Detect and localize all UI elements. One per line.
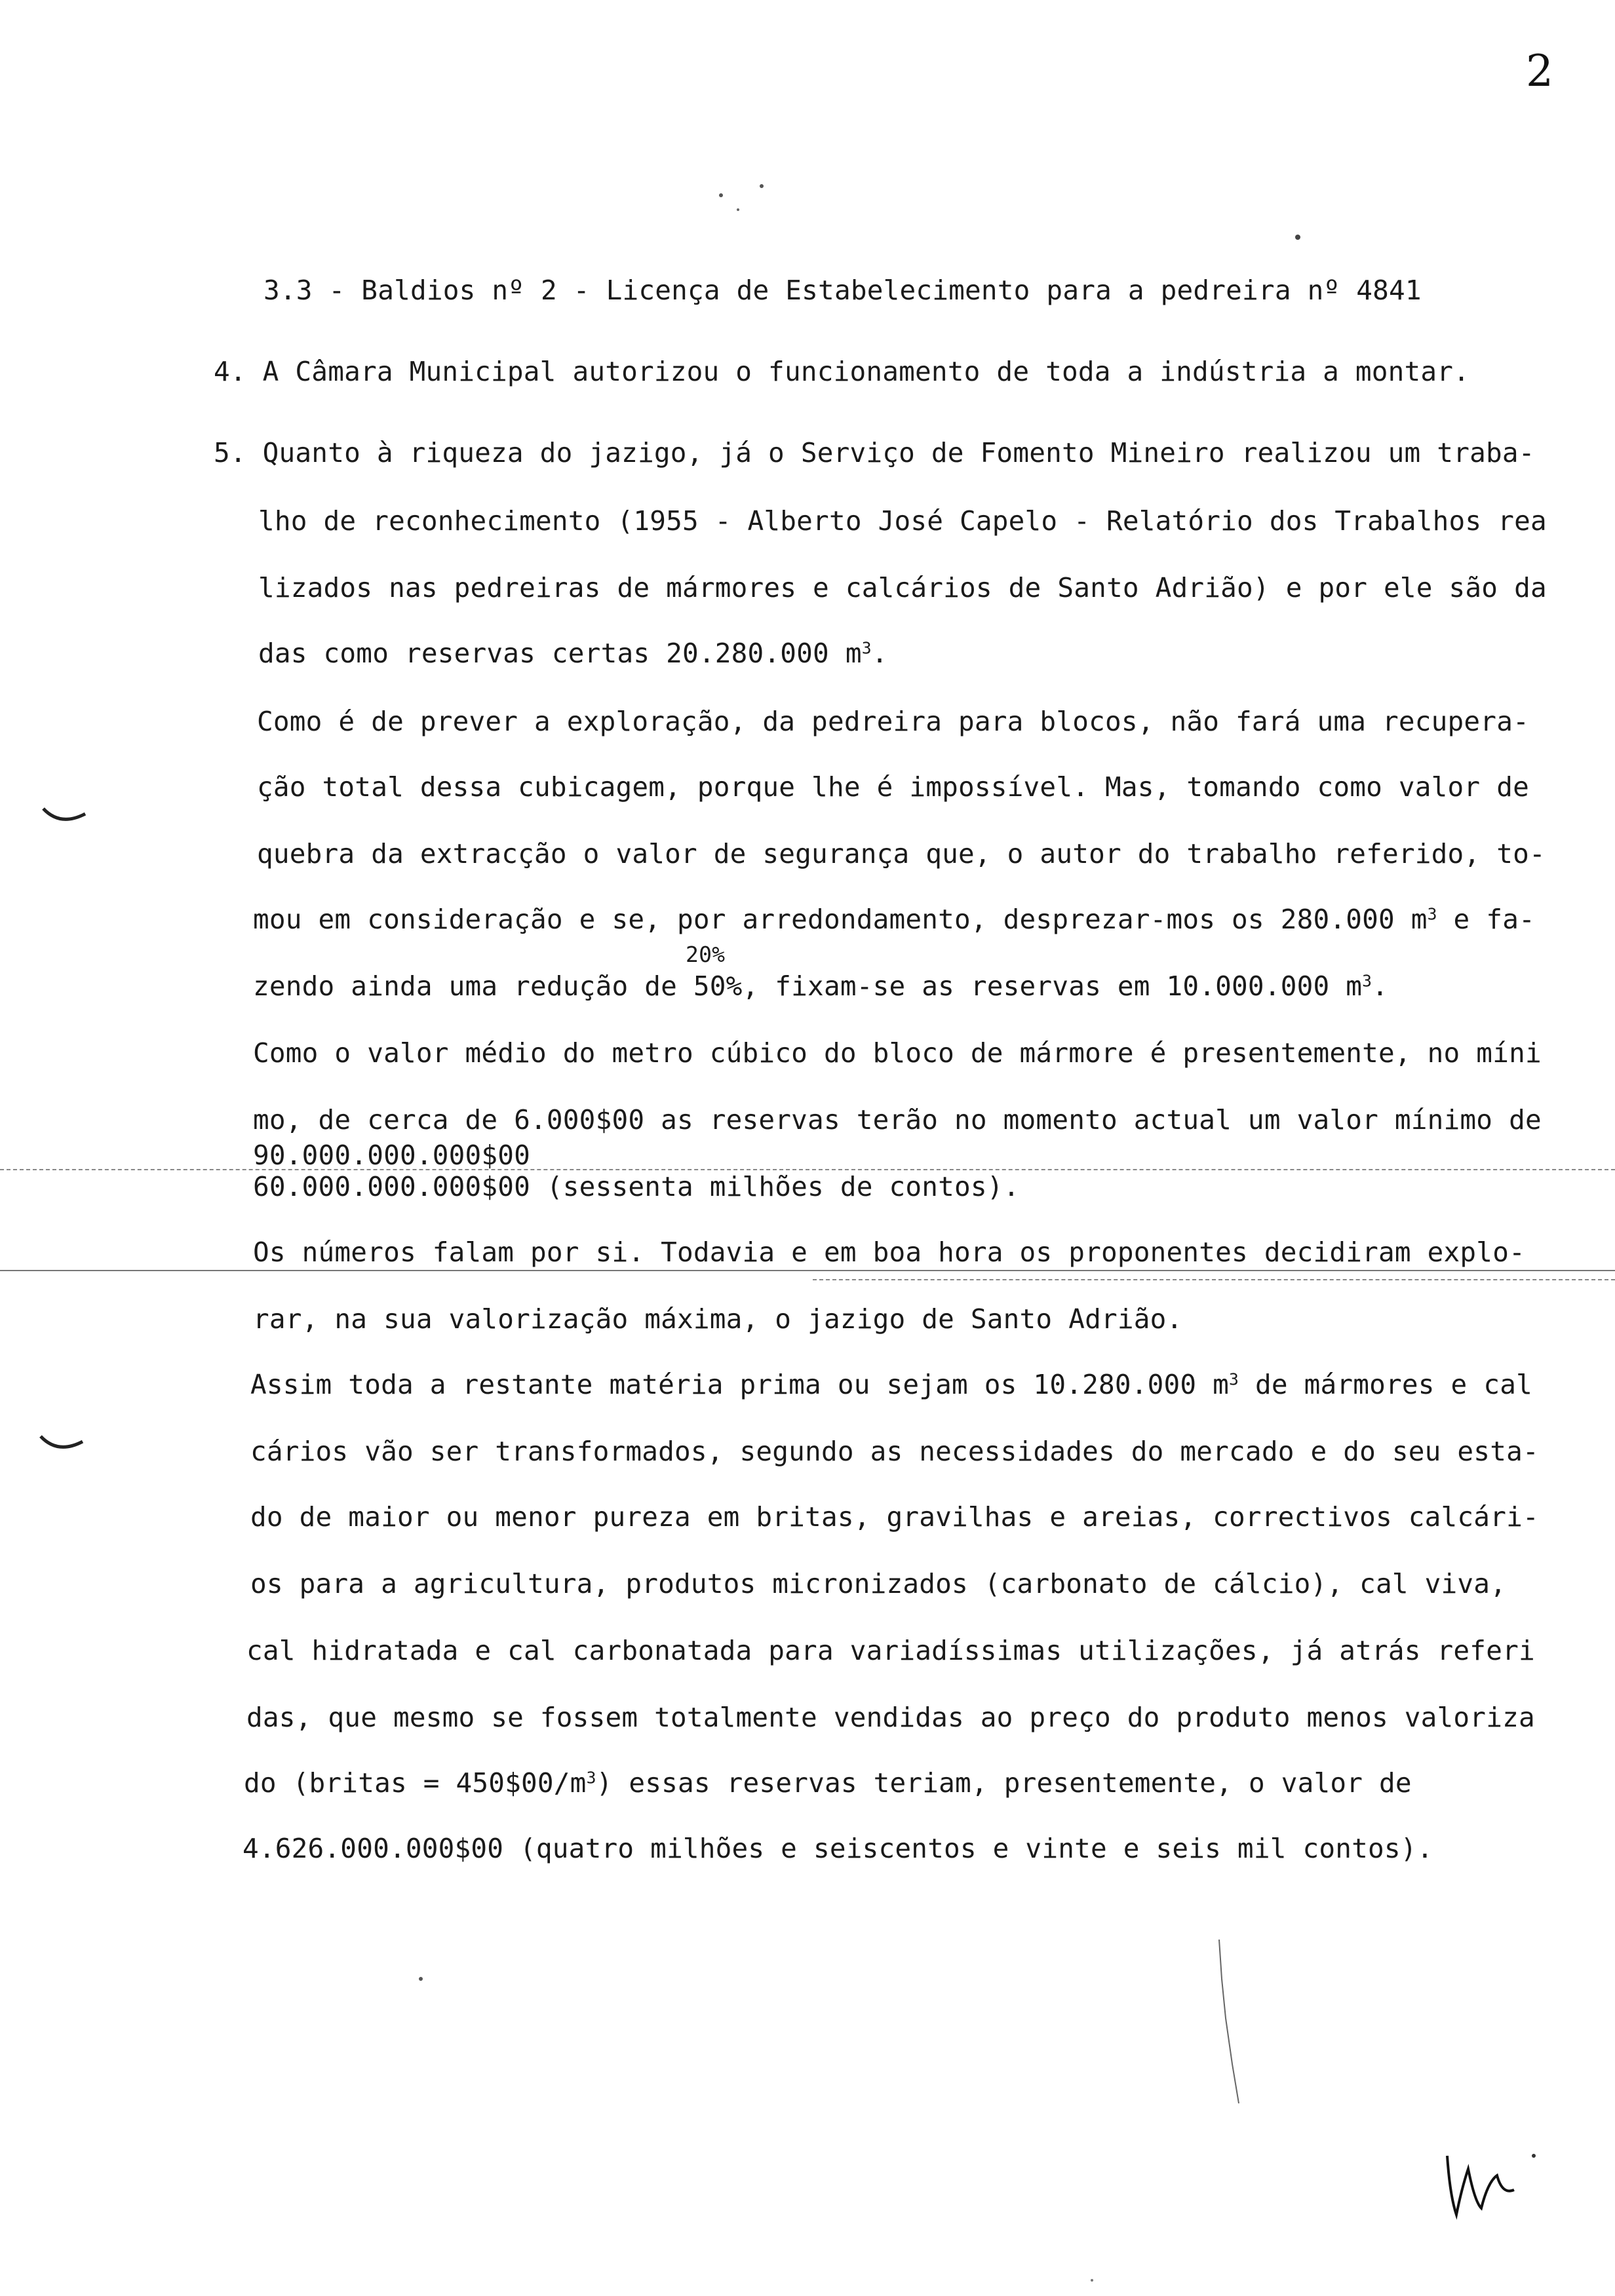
line-end: .	[871, 638, 888, 669]
struck-value: 90.000.000.000$00	[253, 1139, 531, 1171]
page-number: 2	[1526, 46, 1553, 96]
para-2-line-3: quebra da extracção o valor de segurança que, o autor do trabalho referido, to-	[257, 838, 1546, 870]
punch-mark-upper	[39, 805, 92, 831]
para-5-line-3: do de maior ou menor pureza em britas, gravilhas e areias, correctivos calcári-	[250, 1501, 1539, 1533]
cubic-superscript: 3	[586, 1768, 596, 1788]
para-2-line-2: ção total dessa cubicagem, porque lhe é impossível. Mas, tomando como valor de	[257, 771, 1529, 803]
text: zendo ainda uma redução de 50%, fixam-se as reservas em 10.000.000 m	[253, 970, 1363, 1002]
line-end: de mármores e cal	[1239, 1369, 1532, 1400]
para-2-line-5	[253, 970, 1388, 1003]
cubic-superscript: 3	[1427, 904, 1437, 924]
cubic-superscript: 3	[1229, 1369, 1239, 1389]
para-5-line-1	[250, 1368, 1532, 1401]
para-4-line-2: rar, na sua valorização máxima, o jazigo de Santo Adrião.	[253, 1303, 1183, 1335]
item-5-line-4	[258, 637, 888, 670]
reserves-text: das como reservas certas 20.280.000 m	[258, 638, 862, 669]
line-end: .	[1372, 970, 1389, 1002]
item-5-line-1: 5. Quanto à riqueza do jazigo, já o Serviço de Fomento Mineiro realizou um traba-	[214, 437, 1535, 469]
item-3-3: 3.3 - Baldios nº 2 - Licença de Estabelecimento para a pedreira nº 4841	[263, 275, 1422, 306]
para-3-line-1: Como o valor médio do metro cúbico do bloco de mármore é presentemente, no míni	[253, 1037, 1542, 1069]
para-5-line-8: 4.626.000.000$00 (quatro milhões e seiscentos e vinte e seis mil contos).	[243, 1833, 1433, 1864]
corrected-value: 60.000.000.000$00 (sessenta milhões de contos).	[253, 1171, 1020, 1202]
scan-specks-top	[714, 177, 1304, 249]
item-5-line-2: lho de reconhecimento (1955 - Alberto José Capelo - Relatório dos Trabalhos rea	[258, 505, 1547, 537]
para-5-line-5: cal hidratada e cal carbonatada para variadíssimas utilizações, já atrás referi	[246, 1635, 1535, 1666]
cubic-superscript: 3	[1362, 971, 1372, 991]
para-4-line-1: Os números falam por si. Todavia e em boa hora os proponentes decidiram explo-	[253, 1236, 1525, 1268]
text: do (britas = 450$00/m	[244, 1767, 587, 1799]
margin-scribble	[1213, 1940, 1252, 2110]
handwritten-initials	[1442, 2143, 1560, 2228]
punch-mark-lower	[37, 1432, 89, 1459]
para-5-line-7	[244, 1767, 1412, 1799]
para-5-line-2: cários vão ser transformados, segundo as necessidades do mercado e do seu esta-	[250, 1436, 1539, 1467]
item-5-line-3: lizados nas pedreiras de mármores e calcários de Santo Adrião) e por ele são da	[258, 572, 1547, 603]
text: mou em consideração e se, por arredondamento, desprezar-mos os 280.000 m	[253, 904, 1428, 935]
para-2-line-4	[253, 903, 1535, 936]
para-5-line-4: os para a agricultura, produtos micronizados (carbonato de cálcio), cal viva,	[250, 1568, 1507, 1599]
text: Assim toda a restante matéria prima ou sejam os 10.280.000 m	[250, 1369, 1230, 1400]
rule-line-3	[813, 1279, 1615, 1280]
scan-specks-bottom	[197, 1953, 1180, 2293]
rule-line-2	[0, 1270, 1615, 1271]
line-end: ) essas reservas teriam, presentemente, o valor de	[596, 1767, 1412, 1799]
rule-line-1	[0, 1169, 1615, 1170]
line-end: e fa-	[1437, 904, 1535, 935]
correction-above: 20%	[686, 942, 726, 967]
para-5-line-6: das, que mesmo se fossem totalmente vendidas ao preço do produto menos valoriza	[246, 1702, 1535, 1733]
cubic-superscript: 3	[861, 638, 872, 658]
item-4: 4. A Câmara Municipal autorizou o funcionamento de toda a indústria a montar.	[214, 356, 1470, 387]
para-2-line-1: Como é de prever a exploração, da pedreira para blocos, não fará uma recupera-	[257, 706, 1529, 737]
para-3-line-2: mo, de cerca de 6.000$00 as reservas terão no momento actual um valor mínimo de	[253, 1104, 1542, 1136]
